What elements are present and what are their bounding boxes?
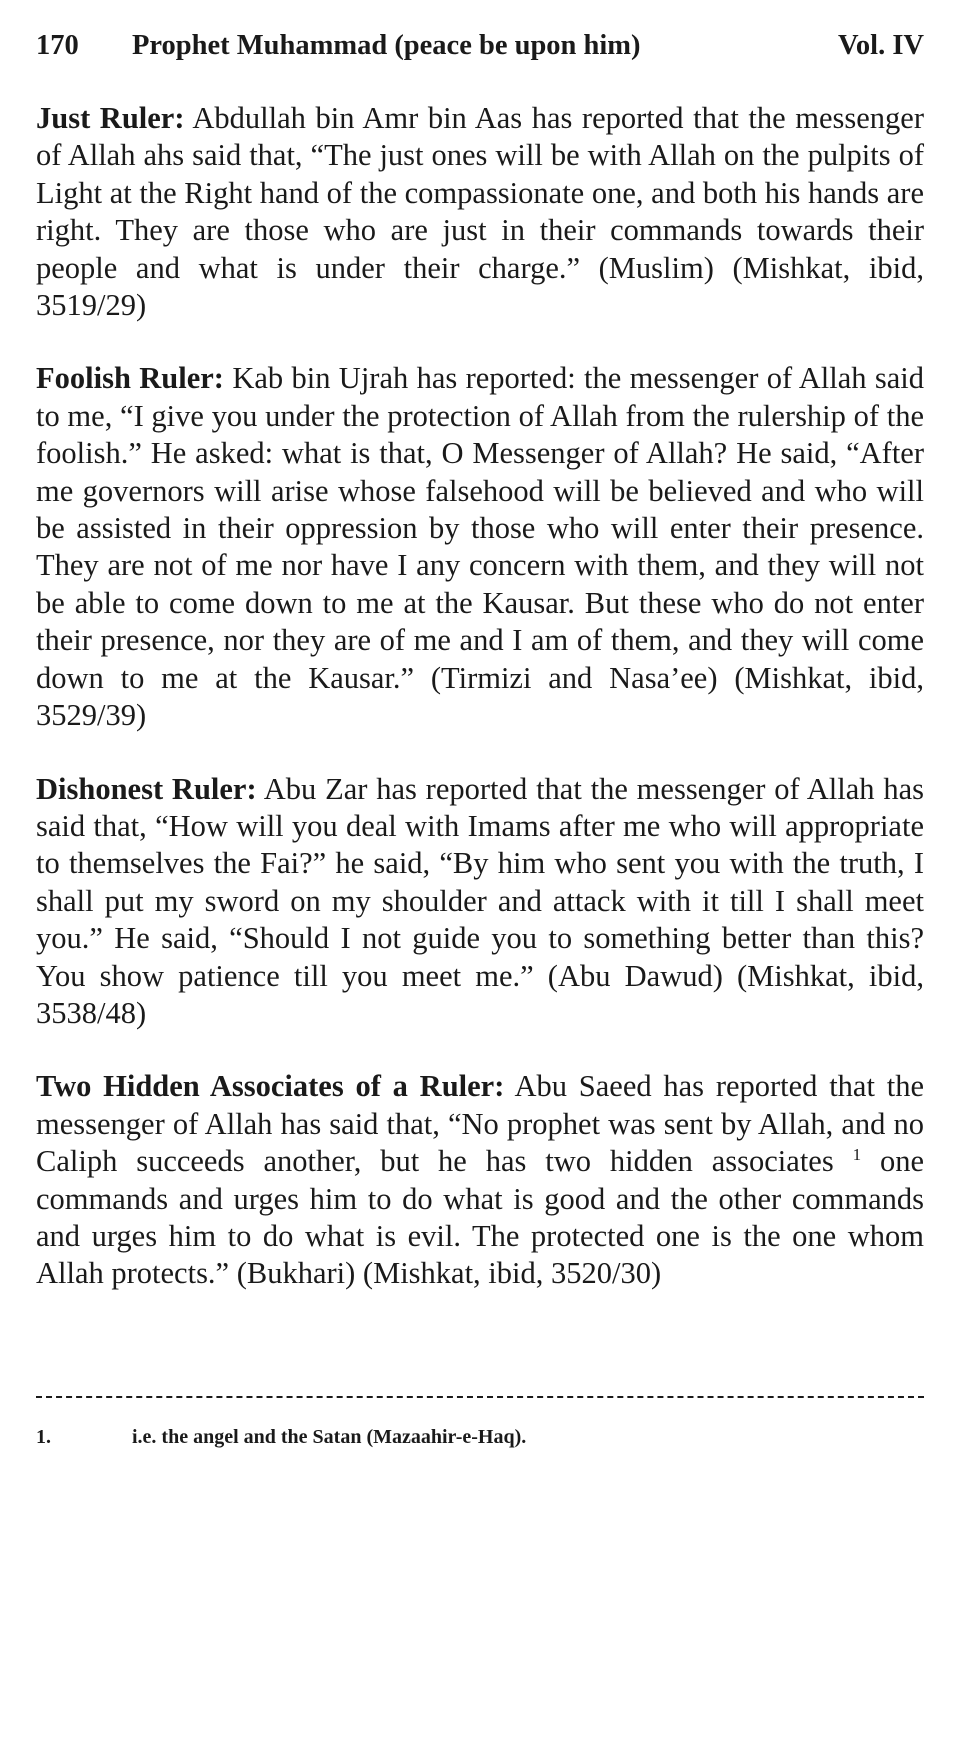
paragraph-term: Just Ruler: bbox=[36, 101, 185, 135]
paragraph-text: Kab bin Ujrah has reported: the messenger of Allah said to me, “I give you under the protection of Allah from the rulership of the foolish.” He asked: what is that, O Messenger of Allah? He said, “After me governors will arise whose falsehood will be believed and who will be assisted in their oppression by those who will enter their presence. They are not of me nor have I any concern with them, and they will not be able to come down to me at the Kausar. But these who do not enter their presence, nor they are of me and I am of them, and they will come down to me at the Kausar.” (Tirmizi and Nasa’ee) (Mishkat, ibid, 3529/39) bbox=[36, 361, 925, 733]
paragraph-text: one commands and urges him to do what is good and the other commands and urges him to do what is evil. The protected one is the one whom Allah protects.” (Bukhari) (Mishkat, ibid, 3520/30) bbox=[36, 1144, 924, 1291]
paragraph-term: Dishonest Ruler: bbox=[36, 771, 257, 806]
paragraph-hidden-associates bbox=[36, 1068, 924, 1292]
paragraph-text: Abu Zar has reported that the messenger of Allah has said that, “How will you deal with Imams after me who will appropriate to themselves the Fai?” he said, “By him who sent you with the truth, I shall put my sword on my shoulder and attack with it till I shall meet you.” He said, “Should I not guide you to something better than this? You show patience till you meet me.” (Abu Dawud) (Mishkat, ibid, 3538/48) bbox=[36, 771, 924, 1030]
paragraph-dishonest-ruler bbox=[36, 771, 924, 1033]
paragraph-just-ruler bbox=[36, 100, 924, 324]
paragraph-text: Abu Saeed has reported that the messenger of Allah has said that, “No prophet was sent by Allah, and no Caliph succeeds another, but he has two hidden associates bbox=[36, 1069, 924, 1179]
footnote bbox=[36, 1424, 924, 1450]
volume-label: Vol. IV bbox=[837, 30, 924, 61]
paragraph-text: Abdullah bin Amr bin Aas has reported that the messenger of Allah ahs said that, “The just ones will be with Allah on the pulpits of Light at the Right hand of the compassionate one, and both his hands are right. They are those who are just in their commands towards their people and what is under their charge.” (Muslim) (Mishkat, ibid, 3519/29) bbox=[36, 101, 924, 323]
footnote-text: i.e. the angel and the Satan (Mazaahir-e-Haq). bbox=[132, 1426, 527, 1448]
footnote-divider bbox=[36, 1396, 924, 1398]
book-title: Prophet Muhammad (peace be upon him) bbox=[132, 30, 641, 61]
paragraph-term: Foolish Ruler: bbox=[36, 361, 224, 396]
paragraph-foolish-ruler bbox=[36, 360, 924, 734]
document-page bbox=[36, 28, 924, 1323]
paragraph-term: Two Hidden Associates of a Ruler: bbox=[36, 1069, 505, 1104]
footnote-reference: 1 bbox=[852, 1145, 862, 1164]
page-number: 170 bbox=[36, 30, 79, 61]
footnote-number: 1. bbox=[36, 1426, 51, 1448]
page-header bbox=[36, 28, 924, 64]
